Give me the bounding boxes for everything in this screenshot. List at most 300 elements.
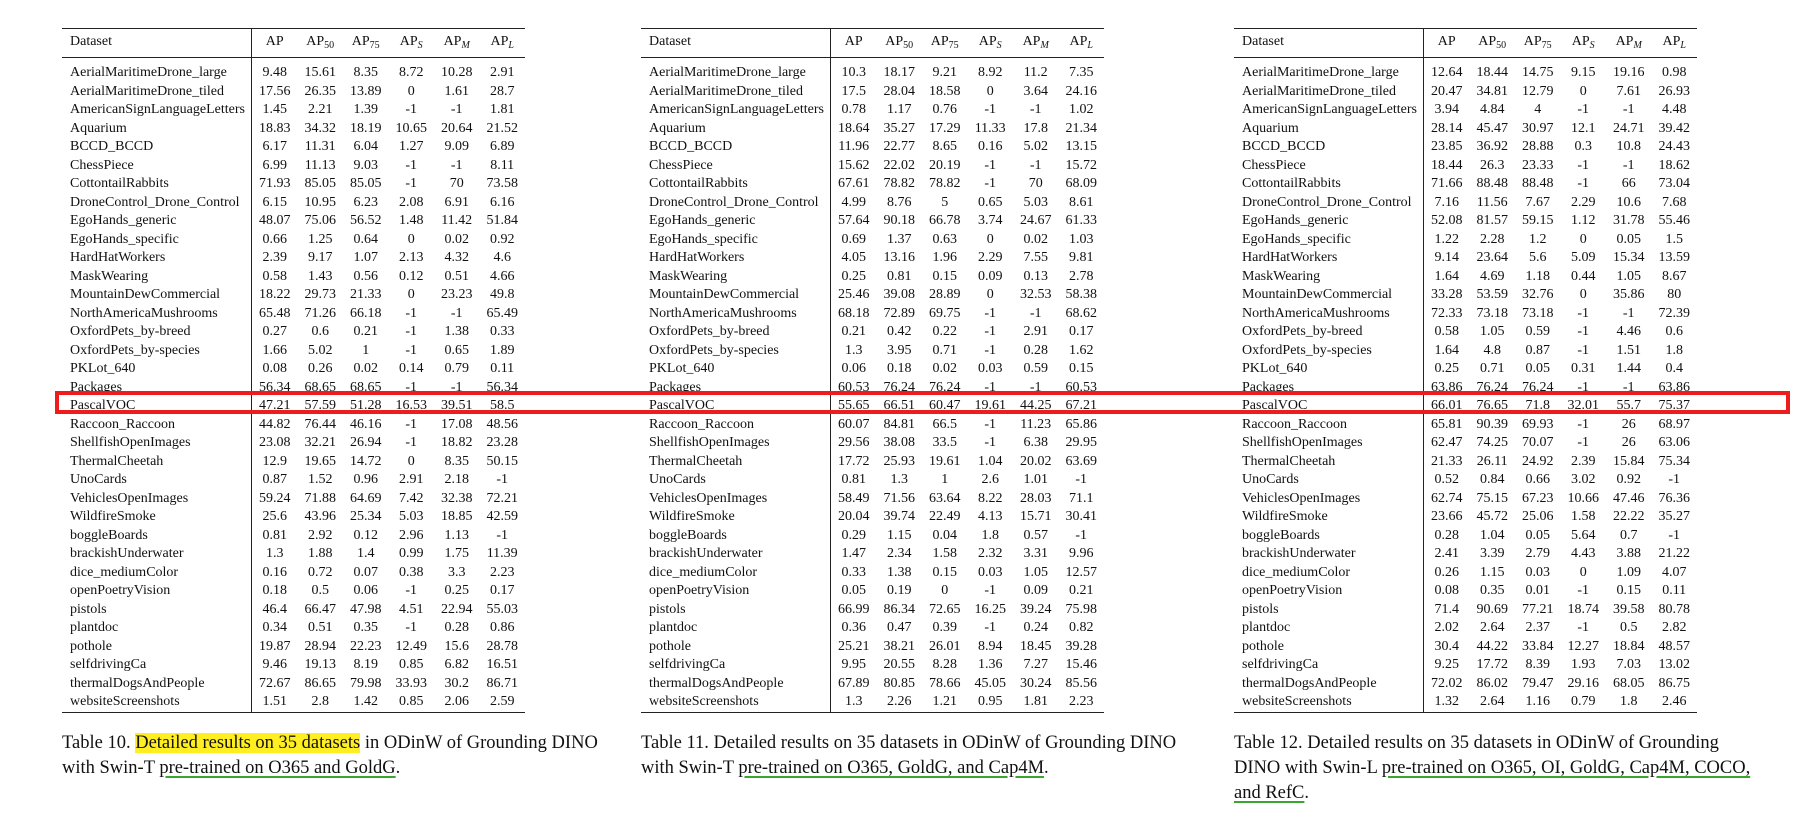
metric-cell: 0 xyxy=(407,287,415,302)
metric-cell: 21.33 xyxy=(349,287,382,302)
header-label: AP xyxy=(885,34,904,50)
table-row xyxy=(641,397,1104,416)
metric-cell: 63.69 xyxy=(1065,453,1097,469)
table-row xyxy=(641,545,1104,564)
metric-cell: 66 xyxy=(1621,176,1636,191)
metric-cell: 0.96 xyxy=(353,472,378,487)
metric-cell: 1.37 xyxy=(886,231,912,247)
metric-cell: 79.98 xyxy=(349,675,382,691)
table-row xyxy=(641,471,1104,490)
table-row xyxy=(1234,397,1697,416)
metric-cell: 4.46 xyxy=(1616,324,1641,339)
metric-cell: 76.24 xyxy=(1521,379,1554,395)
metric-cell: 45.05 xyxy=(974,675,1006,691)
dataset-name-cell: boggleBoards xyxy=(1234,527,1423,546)
dataset-name-cell: WildfireSmoke xyxy=(641,508,830,527)
metric-cell: 71.4 xyxy=(1434,601,1459,617)
metric-cell: 0.84 xyxy=(1479,472,1505,487)
caption-underline: pre-trained on O365 and GoldG xyxy=(159,758,396,778)
metric-cell: 39.58 xyxy=(1612,601,1645,617)
metric-cell: 0 xyxy=(1579,231,1587,247)
metric-cell: 34.81 xyxy=(1476,83,1508,99)
header-label: Dataset xyxy=(649,34,691,50)
metric-cell: 4.48 xyxy=(1661,102,1687,117)
metric-cell: 0.65 xyxy=(977,194,1003,210)
metric-cell: 49.8 xyxy=(489,287,515,302)
dataset-name-cell: Raccoon_Raccoon xyxy=(62,416,251,435)
table-row xyxy=(62,379,525,398)
col-apm-header xyxy=(1606,29,1652,58)
metric-cell: 2.78 xyxy=(1068,268,1094,284)
caption-text: in ODinW of Grounding DINO with Swin-T xyxy=(62,733,598,778)
dataset-name-cell: AerialMaritimeDrone_tiled xyxy=(1234,83,1423,102)
metric-cell: 0.15 xyxy=(1616,583,1641,598)
metric-cell: 80 xyxy=(1667,287,1682,302)
table-row xyxy=(1234,490,1697,509)
metric-cell: 12.27 xyxy=(1567,638,1599,654)
metric-cell: 60.47 xyxy=(928,398,961,413)
table-row xyxy=(641,379,1104,398)
metric-cell: 11.13 xyxy=(304,157,336,173)
metric-cell: 75.37 xyxy=(1658,398,1690,413)
metric-cell: 0.44 xyxy=(1570,268,1596,284)
table-row xyxy=(62,286,525,305)
metric-cell: 13.89 xyxy=(349,83,382,99)
table-row xyxy=(641,619,1104,638)
metric-cell: 66.78 xyxy=(928,213,961,228)
table-row xyxy=(641,693,1104,712)
metric-cell: 1.42 xyxy=(353,694,378,709)
table-row xyxy=(1234,120,1697,139)
metric-cell: 28.89 xyxy=(928,287,961,302)
header-label: AP xyxy=(1069,34,1088,50)
table-row xyxy=(62,397,525,416)
metric-cell: 0.04 xyxy=(932,527,957,543)
header-row xyxy=(1234,29,1697,58)
metric-cell: 1.43 xyxy=(307,268,333,284)
metric-cell: 16.53 xyxy=(395,398,427,413)
metric-cell: 73.18 xyxy=(1521,305,1554,321)
metric-cell: 0.58 xyxy=(262,268,287,284)
metric-cell: 22.77 xyxy=(883,139,915,154)
metric-cell: 0.81 xyxy=(886,268,912,284)
table-row xyxy=(1234,305,1697,324)
metric-cell: 63.86 xyxy=(1658,379,1690,395)
metric-cell: 2.02 xyxy=(1434,620,1459,635)
caption-prefix: Table 12. xyxy=(1234,733,1308,753)
table-row xyxy=(1234,693,1697,712)
table-row xyxy=(641,601,1104,620)
metric-cell: 75.98 xyxy=(1065,601,1097,617)
metric-cell: 0.33 xyxy=(489,324,515,339)
metric-cell: 15.6 xyxy=(444,638,469,654)
header-label: AP xyxy=(1478,34,1497,50)
metric-cell: 25.46 xyxy=(837,287,870,302)
col-apl-header xyxy=(1058,29,1104,58)
metric-cell: 19.13 xyxy=(304,657,336,672)
metric-cell: 1.58 xyxy=(1570,509,1596,524)
table-row xyxy=(641,656,1104,675)
dataset-name-cell: EgoHands_generic xyxy=(1234,212,1423,231)
metric-cell: 0.51 xyxy=(444,268,469,284)
table-row xyxy=(62,693,525,712)
metric-cell: 1.05 xyxy=(1023,564,1048,580)
col-aps-header xyxy=(967,29,1013,58)
header-subscript: M xyxy=(461,40,470,52)
metric-cell: 8.94 xyxy=(977,638,1003,654)
metric-cell: 2.59 xyxy=(489,694,515,709)
metric-cell: 0.05 xyxy=(1525,527,1550,543)
dataset-name-cell: selfdrivingCa xyxy=(62,656,251,675)
col-ap75-header xyxy=(922,29,968,58)
dataset-name-cell: Packages xyxy=(641,379,830,398)
metric-cell: 69.75 xyxy=(928,305,961,321)
col-dataset-header xyxy=(62,29,251,58)
header-label: AP xyxy=(1022,34,1041,50)
metric-cell: 26.93 xyxy=(1658,83,1690,99)
table-row xyxy=(641,101,1104,120)
table-row xyxy=(62,490,525,509)
metric-cell: 13.59 xyxy=(1658,250,1690,265)
metric-cell: 68.65 xyxy=(349,379,382,395)
metric-cell: 6.17 xyxy=(262,139,287,154)
table-row xyxy=(62,453,525,472)
dataset-name-cell: thermalDogsAndPeople xyxy=(1234,675,1423,694)
col-ap50-header xyxy=(876,29,922,58)
metric-cell: 47.21 xyxy=(258,398,291,413)
metric-cell: 0.28 xyxy=(1434,527,1459,543)
dataset-name-cell: Packages xyxy=(62,379,251,398)
metric-cell: 72.21 xyxy=(486,490,518,506)
metric-cell: 80.78 xyxy=(1658,601,1690,617)
metric-cell: 1.48 xyxy=(398,213,424,228)
table-row xyxy=(641,582,1104,601)
metric-cell: 86.75 xyxy=(1658,675,1690,691)
metric-cell: 7.55 xyxy=(1023,250,1048,265)
metric-cell: 0.15 xyxy=(1068,361,1094,376)
metric-cell: 0.98 xyxy=(1661,65,1687,80)
metric-cell: 84.81 xyxy=(883,416,915,432)
metric-cell: 0.21 xyxy=(841,324,866,339)
table-row xyxy=(62,58,525,83)
results-table-12 xyxy=(1234,28,1697,713)
metric-cell: 1.52 xyxy=(307,472,333,487)
table-row xyxy=(641,416,1104,435)
col-ap75-header xyxy=(1515,29,1561,58)
table-row xyxy=(1234,656,1697,675)
metric-cell: -1 xyxy=(405,620,418,635)
metric-cell: 8.22 xyxy=(977,490,1003,506)
metric-cell: 2.46 xyxy=(1661,694,1687,709)
metric-cell: 26.35 xyxy=(304,83,336,99)
dataset-name-cell: WildfireSmoke xyxy=(1234,508,1423,527)
metric-cell: 0.03 xyxy=(1525,564,1550,580)
metric-cell: 50.15 xyxy=(486,453,518,469)
metric-cell: 48.57 xyxy=(1658,638,1690,654)
metric-cell: 7.67 xyxy=(1525,194,1550,210)
metric-cell: 0.71 xyxy=(1479,361,1505,376)
metric-cell: 19.65 xyxy=(304,453,336,469)
dataset-name-cell: DroneControl_Drone_Control xyxy=(62,194,251,213)
dataset-name-cell: CottontailRabbits xyxy=(1234,175,1423,194)
metric-cell: 6.38 xyxy=(1023,435,1048,450)
metric-cell: 1.05 xyxy=(1616,268,1641,284)
metric-cell: 34.32 xyxy=(304,120,336,136)
metric-cell: 46.4 xyxy=(262,601,287,617)
table-row xyxy=(62,434,525,453)
metric-cell: 18.62 xyxy=(1658,157,1690,173)
metric-cell: 73.04 xyxy=(1658,176,1690,191)
dataset-name-cell: websiteScreenshots xyxy=(1234,693,1423,712)
metric-cell: 19.61 xyxy=(928,453,961,469)
table-row xyxy=(641,453,1104,472)
table-row xyxy=(62,231,525,250)
dataset-name-cell: MaskWearing xyxy=(62,268,251,287)
table-row xyxy=(641,231,1104,250)
metric-cell: 1.61 xyxy=(444,83,469,99)
metric-cell: 1.66 xyxy=(262,342,287,358)
dataset-name-cell: Aquarium xyxy=(641,120,830,139)
table-row xyxy=(1234,619,1697,638)
dataset-name-cell: EgoHands_specific xyxy=(1234,231,1423,250)
metric-cell: 2.28 xyxy=(1479,231,1505,247)
dataset-name-cell: HardHatWorkers xyxy=(1234,249,1423,268)
metric-cell: 0.5 xyxy=(311,583,329,598)
dataset-name-cell: MountainDewCommercial xyxy=(641,286,830,305)
metric-cell: 0.95 xyxy=(977,694,1003,709)
metric-cell: 1.93 xyxy=(1570,657,1596,672)
metric-cell: -1 xyxy=(984,620,997,635)
metric-cell: 0.6 xyxy=(1665,324,1683,339)
table-row xyxy=(1234,360,1697,379)
metric-cell: 0.09 xyxy=(977,268,1003,284)
metric-cell: 22.02 xyxy=(883,157,915,173)
metric-cell: 1 xyxy=(941,472,949,487)
metric-cell: 29.16 xyxy=(1567,675,1599,691)
metric-cell: 22.22 xyxy=(1612,509,1645,524)
metric-cell: 21.34 xyxy=(1065,120,1097,136)
metric-cell: 1.21 xyxy=(932,694,957,709)
table-row xyxy=(62,564,525,583)
metric-cell: 4.69 xyxy=(1479,268,1505,284)
metric-cell: 8.11 xyxy=(490,157,515,173)
dataset-name-cell: VehiclesOpenImages xyxy=(1234,490,1423,509)
metric-cell: 12.49 xyxy=(395,638,427,654)
table-row xyxy=(1234,286,1697,305)
metric-cell: 0.25 xyxy=(444,583,469,598)
dataset-name-cell: pothole xyxy=(62,638,251,657)
metric-cell: 22.23 xyxy=(349,638,382,654)
metric-cell: 10.66 xyxy=(1567,490,1599,506)
metric-cell: 11.42 xyxy=(441,213,473,228)
metric-cell: 1.39 xyxy=(353,102,378,117)
table-row xyxy=(1234,527,1697,546)
metric-cell: 86.02 xyxy=(1476,675,1508,691)
metric-cell: 67.89 xyxy=(837,675,870,691)
metric-cell: 66.01 xyxy=(1430,398,1463,413)
table-row xyxy=(641,360,1104,379)
col-apl-header xyxy=(479,29,525,58)
dataset-name-cell: EgoHands_specific xyxy=(641,231,830,250)
table-row xyxy=(641,249,1104,268)
metric-cell: 26.3 xyxy=(1479,157,1505,173)
metric-cell: 55.7 xyxy=(1616,398,1641,413)
metric-cell: 32.53 xyxy=(1019,287,1052,302)
metric-cell: 31.78 xyxy=(1612,213,1645,228)
metric-cell: 6.23 xyxy=(353,194,378,210)
metric-cell: 90.18 xyxy=(883,213,915,228)
metric-cell: 5.09 xyxy=(1570,250,1596,265)
metric-cell: 22.49 xyxy=(928,509,961,524)
metric-cell: 9.09 xyxy=(444,139,469,154)
metric-cell: 1.25 xyxy=(307,231,333,247)
header-subscript: M xyxy=(1633,40,1642,52)
dataset-name-cell: AmericanSignLanguageLetters xyxy=(641,101,830,120)
table-row xyxy=(1234,601,1697,620)
metric-cell: 18.58 xyxy=(928,83,961,99)
metric-cell: 90.39 xyxy=(1476,416,1508,432)
metric-cell: 0.56 xyxy=(353,268,378,284)
header-label: AP xyxy=(844,34,863,50)
metric-cell: 33.5 xyxy=(932,435,957,450)
metric-cell: 0.33 xyxy=(841,564,866,580)
header-row xyxy=(62,29,525,58)
metric-cell: 0.42 xyxy=(886,324,912,339)
metric-cell: 64.69 xyxy=(349,490,382,506)
metric-cell: 7.42 xyxy=(398,490,424,506)
metric-cell: -1 xyxy=(1577,305,1590,321)
table-row xyxy=(62,175,525,194)
metric-cell: 85.05 xyxy=(349,176,382,191)
metric-cell: 4.6 xyxy=(493,250,511,265)
metric-cell: 39.28 xyxy=(1065,638,1097,654)
metric-cell: 70 xyxy=(1028,176,1043,191)
metric-cell: 0.14 xyxy=(398,361,424,376)
metric-cell: 60.53 xyxy=(1065,379,1097,395)
header-label: AP xyxy=(265,34,284,50)
metric-cell: 28.78 xyxy=(486,638,518,654)
header-subscript: L xyxy=(1087,40,1093,52)
dataset-name-cell: HardHatWorkers xyxy=(641,249,830,268)
metric-cell: 2.64 xyxy=(1479,694,1505,709)
metric-cell: -1 xyxy=(405,583,418,598)
metric-cell: 79.47 xyxy=(1521,675,1554,691)
metric-cell: 76.24 xyxy=(883,379,915,395)
metric-cell: 65.49 xyxy=(486,305,518,321)
metric-cell: 26 xyxy=(1621,435,1636,450)
metric-cell: 0.26 xyxy=(1434,564,1459,580)
metric-cell: 18.19 xyxy=(349,120,382,136)
metric-cell: -1 xyxy=(1577,342,1590,358)
header-label: AP xyxy=(978,34,997,50)
metric-cell: 0.17 xyxy=(489,583,515,598)
table-row xyxy=(62,120,525,139)
table-row xyxy=(62,601,525,620)
metric-cell: 47.46 xyxy=(1612,490,1645,506)
metric-cell: 0.66 xyxy=(1525,472,1550,487)
metric-cell: 1.96 xyxy=(932,250,957,265)
metric-cell: 2.8 xyxy=(311,694,329,709)
table-12-panel xyxy=(1234,28,1697,713)
table-row xyxy=(641,490,1104,509)
metric-cell: 0.28 xyxy=(1023,342,1048,358)
dataset-name-cell: Raccoon_Raccoon xyxy=(641,416,830,435)
table-row xyxy=(62,268,525,287)
dataset-name-cell: MountainDewCommercial xyxy=(1234,286,1423,305)
metric-cell: -1 xyxy=(405,305,418,321)
metric-cell: 21.22 xyxy=(1658,546,1690,561)
metric-cell: 0.86 xyxy=(489,620,515,635)
metric-cell: 1.51 xyxy=(1616,342,1641,358)
metric-cell: 23.66 xyxy=(1430,509,1463,524)
metric-cell: 70 xyxy=(449,176,464,191)
metric-cell: 39.24 xyxy=(1019,601,1052,617)
metric-cell: 0.59 xyxy=(1023,361,1048,376)
metric-cell: 0.78 xyxy=(841,102,866,117)
metric-cell: 1.81 xyxy=(489,102,515,117)
dataset-name-cell: AerialMaritimeDrone_large xyxy=(62,58,251,83)
metric-cell: -1 xyxy=(1622,305,1635,321)
header-label: Dataset xyxy=(1242,34,1284,50)
metric-cell: -1 xyxy=(984,176,997,191)
metric-cell: 14.72 xyxy=(349,453,382,469)
table-row xyxy=(1234,638,1697,657)
metric-cell: 58.38 xyxy=(1065,287,1097,302)
dataset-name-cell: AerialMaritimeDrone_large xyxy=(641,58,830,83)
metric-cell: 0.71 xyxy=(932,342,957,358)
metric-cell: 5.03 xyxy=(398,509,424,524)
metric-cell: 71.56 xyxy=(883,490,915,506)
metric-cell: 0 xyxy=(1579,564,1587,580)
metric-cell: 6.91 xyxy=(444,194,469,210)
metric-cell: 24.43 xyxy=(1658,139,1690,154)
metric-cell: 9.03 xyxy=(353,157,378,173)
metric-cell: 8.35 xyxy=(444,453,469,469)
metric-cell: 39.42 xyxy=(1658,120,1690,136)
metric-cell: 26.11 xyxy=(1476,453,1508,469)
metric-cell: 72.02 xyxy=(1430,675,1463,691)
metric-cell: 0.7 xyxy=(1619,527,1638,543)
metric-cell: 0.13 xyxy=(1023,268,1048,284)
metric-cell: 1.45 xyxy=(262,102,287,117)
metric-cell: 28.94 xyxy=(304,638,336,654)
metric-cell: 63.64 xyxy=(928,490,961,506)
metric-cell: 19.61 xyxy=(974,398,1006,413)
table-12-caption xyxy=(1234,731,1769,806)
metric-cell: 13.15 xyxy=(1065,139,1097,154)
metric-cell: 26 xyxy=(1621,416,1636,432)
dataset-name-cell: selfdrivingCa xyxy=(1234,656,1423,675)
dataset-name-cell: websiteScreenshots xyxy=(62,693,251,712)
header-subscript: 75 xyxy=(1541,40,1552,52)
metric-cell: -1 xyxy=(1577,176,1590,191)
caption-prefix: Table 10. xyxy=(62,733,136,753)
table-11-panel xyxy=(641,28,1104,713)
table-row xyxy=(62,508,525,527)
metric-cell: 71.88 xyxy=(304,490,336,506)
metric-cell: 72.89 xyxy=(883,305,915,321)
metric-cell: 17.56 xyxy=(258,83,291,99)
metric-cell: 5.02 xyxy=(307,342,333,358)
metric-cell: 23.85 xyxy=(1430,139,1463,154)
metric-cell: 33.84 xyxy=(1521,638,1554,654)
metric-cell: 0.16 xyxy=(262,564,287,580)
metric-cell: 55.46 xyxy=(1658,213,1690,228)
metric-cell: 39.51 xyxy=(440,398,473,413)
metric-cell: 59.24 xyxy=(258,490,291,506)
table-row xyxy=(641,323,1104,342)
metric-cell: 15.71 xyxy=(1019,509,1052,524)
